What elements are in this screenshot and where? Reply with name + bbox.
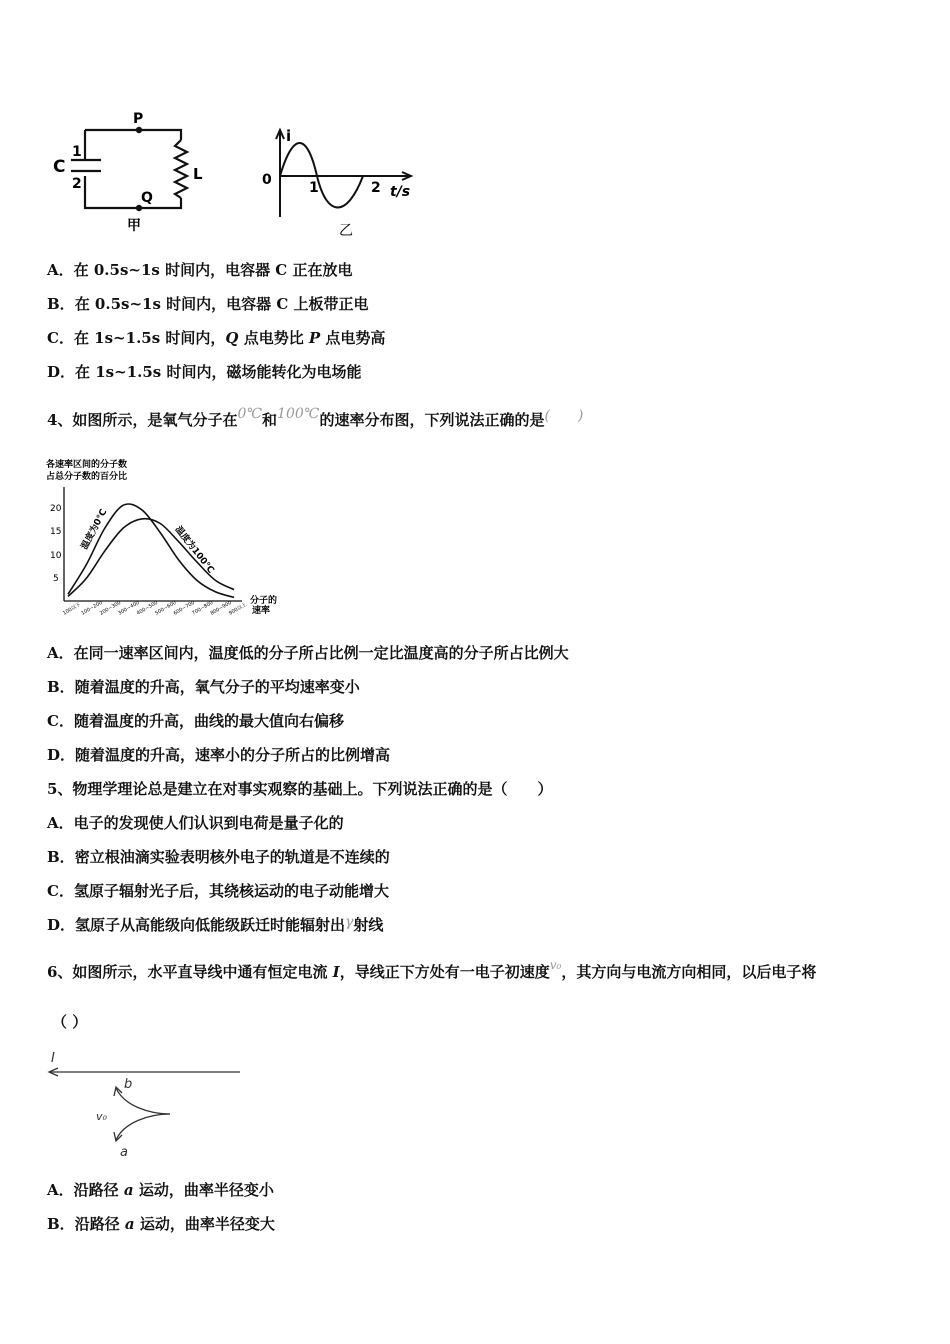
curve-0c-label: 温度为0℃ — [79, 507, 110, 552]
t-axis-label: t/s — [390, 184, 411, 200]
curve-0c — [68, 504, 234, 597]
path-b-label: b — [124, 1077, 133, 1092]
xtick-label: 200~300 — [98, 599, 123, 617]
q5-option-d: D．氢原子从高能级向低能级跃迁时能辐射出γ射线 — [47, 914, 384, 934]
figure-caption-jia: 甲 — [127, 218, 141, 234]
current-time-graph — [255, 122, 425, 242]
xtick-label: 900以上 — [228, 601, 248, 617]
xtick-label: 100以下 — [62, 601, 82, 617]
lc-circuit-figure — [45, 108, 225, 238]
q6-option-b: B．沿路径 a 运动，曲率半径变大 — [47, 1215, 275, 1233]
wire-electron-figure — [42, 1048, 252, 1163]
q3-option-b: B．在 0.5s~1s 时间内，电容器 C 上板带正电 — [47, 295, 369, 313]
curve-100c-label: 温度为100℃ — [172, 524, 216, 576]
xtick-label: 800~900 — [209, 599, 233, 617]
inductor-label: L — [193, 165, 203, 183]
q3-option-c: C．在 1s~1.5s 时间内，Q 点电势比 P 点电势高 — [47, 329, 386, 347]
origin-label: 0 — [262, 172, 272, 188]
q3-option-a: A．在 0.5s~1s 时间内，电容器 C 正在放电 — [47, 261, 353, 279]
speed-distribution-chart — [42, 455, 292, 625]
q5-option-c: C．氢原子辐射光子后，其绕核运动的电子动能增大 — [47, 882, 389, 900]
q6-paren: （ ） — [52, 1013, 88, 1031]
plate-1-label: 1 — [72, 144, 82, 160]
q4-stem: 4、如图所示，是氧气分子在0℃和100℃的速率分布图，下列说法正确的是( ) — [47, 406, 584, 429]
xtick-label: 100~200 — [80, 599, 104, 617]
xtick-label: 400~500 — [135, 599, 159, 617]
figure-caption-yi: 乙 — [339, 223, 353, 239]
q4-option-c: C．随着温度的升高，曲线的最大值向右偏移 — [47, 712, 344, 730]
plate-2-label: 2 — [72, 176, 82, 192]
chart-xlabel-line1: 分子的 — [250, 596, 278, 606]
chart-xlabel-line2: 速率 — [252, 606, 271, 616]
chart-ylabel-line1: 各速率区间的分子数 — [46, 460, 128, 470]
ytick-15: 15 — [50, 527, 62, 537]
capacitor-label: C — [53, 157, 66, 177]
q4-option-b: B．随着温度的升高，氧气分子的平均速率变小 — [47, 678, 360, 696]
ytick-5: 5 — [53, 574, 59, 584]
t2-label: 2 — [371, 180, 381, 196]
i-axis-label: i — [286, 127, 292, 145]
chart-ylabel-line2: 占总分子数的百分比 — [46, 472, 128, 482]
q4-option-d: D．随着温度的升高，速率小的分子所占的比例增高 — [47, 746, 391, 764]
current-i-label: I — [51, 1051, 55, 1066]
path-a-label: a — [120, 1145, 128, 1160]
t1-label: 1 — [309, 180, 319, 196]
xtick-label: 300~400 — [117, 599, 141, 617]
xtick-label: 700~800 — [191, 599, 215, 617]
q4-option-a: A．在同一速率区间内，温度低的分子所占比例一定比温度高的分子所占比例大 — [47, 644, 569, 662]
ytick-20: 20 — [50, 504, 62, 514]
velocity-v0-label: v₀ — [96, 1110, 107, 1123]
ytick-10: 10 — [50, 551, 62, 561]
q3-option-d: D．在 1s~1.5s 时间内，磁场能转化为电场能 — [47, 363, 362, 381]
xtick-label: 600~700 — [172, 599, 196, 617]
point-p-label: P — [133, 111, 144, 127]
xtick-label: 500~600 — [154, 599, 178, 617]
q5-option-b: B．密立根油滴实验表明核外电子的轨道是不连续的 — [47, 848, 390, 866]
q5-option-a: A．电子的发现使人们认识到电荷是量子化的 — [47, 814, 344, 832]
point-q-label: Q — [141, 190, 153, 206]
q6-option-a: A．沿路径 a 运动，曲率半径变小 — [47, 1181, 274, 1199]
q5-stem: 5、物理学理论总是建立在对事实观察的基础上。下列说法正确的是（ ） — [47, 780, 553, 798]
q6-stem: 6、如图所示，水平直导线中通有恒定电流 I，导线正下方处有一电子初速度$^{v_0}$，其方向与电流方向相同，以后电子将 — [47, 958, 817, 981]
